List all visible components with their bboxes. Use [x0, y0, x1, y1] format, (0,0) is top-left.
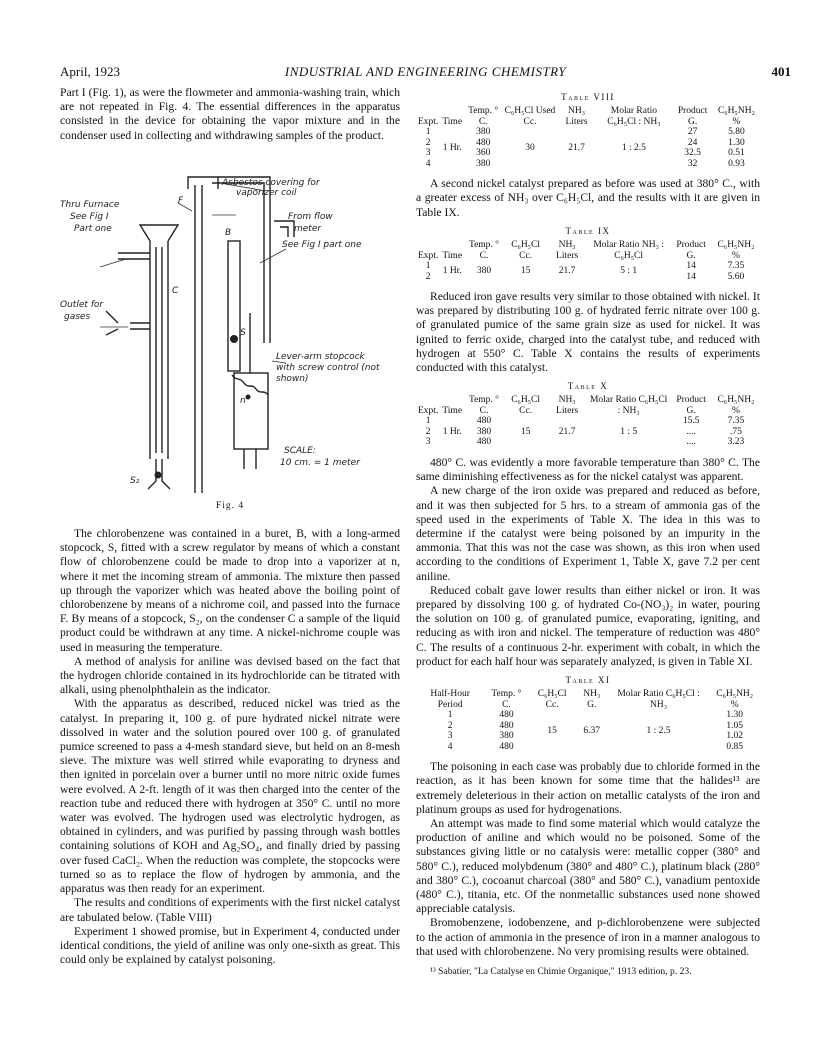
cell: 1 — [425, 127, 431, 138]
cell: 1.30 — [728, 137, 745, 148]
paragraph: An attempt was made to find some material which would catalyze the production of aniline and which would no be poisoned. Some of the substances giving little or no catalysis were: metallic copper (380° and 580° C.), reduced molybdenum (380° and 480° C.), platinum black (280° and 380° C.), cocoanut charcoal (380° and 580° C.), vanadium pentoxide (480° C.), titania, etc. Of the nonmetallic substances used none showed appreciable catalysis. — [416, 817, 760, 916]
cell: 1 — [447, 710, 453, 721]
cell: 3 — [425, 437, 431, 448]
cell: 7.35 — [727, 416, 745, 427]
cell: 15 — [547, 725, 557, 736]
cell: 21.7 — [558, 426, 576, 437]
issue-date: April, 1923 — [60, 64, 120, 79]
cell: 3.23 — [727, 437, 745, 448]
cell: 480 — [499, 741, 514, 752]
cell: 1 — [425, 261, 431, 272]
cell: 5.60 — [727, 271, 745, 282]
column-header: NH₃ Liters — [556, 395, 579, 416]
page-number: 401 — [771, 64, 791, 79]
cell: 1.02 — [726, 731, 743, 742]
cell: .... — [686, 426, 696, 437]
cell: 21.7 — [558, 266, 576, 277]
cell: 360 — [476, 148, 491, 159]
cell: 15.5 — [682, 416, 700, 427]
figure-caption: Fig. 4 — [215, 500, 245, 511]
label-S: S — [240, 327, 246, 338]
column-header: C₆H₅NH₂ % — [717, 395, 755, 416]
column-header: Temp. ° C. — [468, 106, 499, 127]
column-header: Time — [442, 250, 463, 261]
cell: 380 — [476, 158, 491, 169]
cell: 380 — [476, 266, 492, 277]
cell: 0.85 — [726, 741, 743, 752]
label-from-flow-3: See Fig I part one — [282, 239, 362, 250]
column-header: Molar Ratio NH₃ : C₆H₅Cl — [593, 240, 664, 261]
apparatus-drawing — [60, 163, 400, 493]
paragraph: A second nickel catalyst prepared as before was used at 380° C., with a greater excess of NH₃ over C₆H₅Cl, and the results with it are given in Table IX. — [416, 177, 760, 219]
cell: 1.30 — [726, 710, 743, 721]
table-xi — [416, 689, 760, 752]
cell: 1 : 2.5 — [621, 142, 646, 153]
cell: 1 Hr. — [442, 426, 462, 437]
cell: 15 — [520, 426, 531, 437]
footnote: ¹³ Sabatier, "La Catalyse en Chimie Organique," 1913 edition, p. 23. — [430, 966, 692, 978]
cell: 480 — [476, 137, 491, 148]
cell: 7.35 — [727, 261, 745, 272]
cell: 0.51 — [728, 148, 745, 159]
label-from-flow: From flow — [288, 211, 333, 222]
cell: 3 — [425, 148, 431, 159]
label-furnace-2: See Fig I — [70, 211, 109, 222]
journal-title: INDUSTRIAL AND ENGINEERING CHEMISTRY — [284, 64, 567, 79]
table-title: Table IX — [565, 225, 611, 236]
table-title: Table VIII — [561, 92, 615, 102]
column-header: C₆H₅NH₂ % — [718, 106, 755, 127]
column-header: Product G. — [677, 106, 708, 127]
column-header: Temp. ° C. — [468, 240, 499, 261]
label-from-flow-2: meter — [294, 223, 322, 234]
left-column — [60, 86, 400, 967]
cell: 4 — [447, 741, 453, 752]
table-x — [416, 395, 760, 448]
cell: 1 — [425, 416, 431, 427]
scale-value: 10 cm. = 1 meter — [280, 457, 360, 468]
cell: 380 — [476, 127, 491, 138]
column-header: C₆H₅Cl Cc. — [511, 240, 540, 261]
cell: 4 — [425, 158, 431, 169]
cell: 2 — [425, 137, 431, 148]
column-header: C₆H₅Cl Cc. — [537, 689, 567, 710]
column-header: Expt. — [418, 250, 439, 261]
paragraph: With the apparatus as described, reduced nickel was tried as the catalyst. In preparing it, 100 g. of pure hydrated nickel nitrate were dissolved in water and the solution poured over 100 g. of granulated pumice screened to pass a 4-mesh standard sieve, but held on an 8-mesh sieve. The mixture was well stirred while evaporating to dryness and then ignited in porcelain over a burner until no more nitric oxide fumes were evolved. A 2-ft. length of it was then charged into the center of the reaction tube and reduced there with hydrogen at 350° C. until no more water was evolved. The hydrogen used was electrolytic hydrogen, as obtained in cylinders, and was purified by passing through wash bottles containing solutions of KOH and Ag₂SO₄, and finally dried by passing over fused CaCl₂. When the reduction was complete, the stopcocks were turned so as to replace the flow of hydrogen by ammonia, and the apparatus was then ready for an experiment. — [60, 697, 400, 896]
label-F: F — [178, 195, 184, 206]
cell: 15 — [520, 266, 531, 277]
column-header: NH₃ Liters — [556, 240, 579, 261]
label-lever-3: shown) — [276, 373, 309, 384]
table-title: Table XI — [565, 674, 611, 685]
table-row — [416, 127, 760, 169]
cell: 2 — [425, 271, 431, 282]
cell: 3 — [447, 731, 453, 742]
cell: 1 Hr. — [442, 142, 462, 153]
column-header: Half-Hour Period — [430, 689, 470, 710]
paragraph: The chlorobenzene was contained in a buret, B, with a long-armed stopcock, S, fitted with a screw regulator by means of which a constant flow of chlorobenzene could be made to drop into a vaporizer at n, where it met the incoming stream of ammonia. The mixture then passed up through the vaporizer which was heated above the boiling point of chlorobenzene by means of a nichrome coil, and passed into the furnace F. By means of a stopcock, S₂, on the condenser C a sample of the liquid product could be withdrawn at any time. A nickel-nichrome couple was used in measuring the temperature. — [60, 527, 400, 654]
label-asbestos: Asbestos covering for — [222, 177, 320, 188]
cell: 2 — [425, 426, 431, 437]
column-header: Time — [442, 116, 463, 127]
column-header: Product G. — [676, 395, 706, 416]
cell: 21.7 — [568, 142, 585, 153]
cell: 5 : 1 — [620, 266, 638, 277]
column-header: Expt. — [418, 116, 439, 127]
scale-label: SCALE: — [284, 445, 316, 456]
table-title: Table X — [567, 381, 609, 392]
cell: 5.80 — [728, 127, 745, 138]
column-header: Time — [442, 405, 463, 416]
cell: 32 — [687, 158, 698, 169]
running-head — [60, 64, 791, 84]
cell: 24 — [687, 137, 698, 148]
cell: 1.05 — [726, 720, 743, 731]
cell: .... — [686, 437, 696, 448]
table-row — [416, 710, 760, 752]
column-header: Temp. ° C. — [491, 689, 522, 710]
paragraph: The poisoning in each case was probably due to chloride formed in the reaction, as it has been known for some time that the halides¹³ are extremely deleterious in their action on metallic catalysts of the iron and platinum groups as used for hydrogenations. — [416, 760, 760, 816]
table-ix — [416, 240, 760, 282]
label-furnace: Thru Furnace — [60, 199, 120, 210]
cell: 1 : 2.5 — [646, 725, 671, 736]
cell: 30 — [525, 142, 535, 153]
label-furnace-3: Part one — [74, 223, 112, 234]
column-header: Temp. ° C. — [468, 395, 499, 416]
apparatus-figure — [60, 163, 400, 493]
cell: 27 — [687, 127, 698, 138]
paragraph: A method of analysis for aniline was devised based on the fact that the hydrogen chloride contained in its hydrochloride can be titrated with alkali, using phenolphthalein as the indicator. — [60, 654, 400, 697]
cell: 1 : 5 — [620, 426, 638, 437]
label-asbestos-2: vaporizer coil — [236, 187, 297, 198]
stopcock-s-icon — [230, 335, 238, 343]
column-header: Expt. — [418, 405, 439, 416]
cell: 6.37 — [583, 725, 601, 736]
cell: 14 — [686, 271, 696, 282]
label-outlet-2: gases — [64, 311, 91, 322]
column-header: C₆H₅Cl Used Cc. — [504, 106, 556, 127]
cell: 0.93 — [728, 158, 745, 169]
label-n: n — [240, 395, 246, 406]
label-lever-2: with screw control (not — [276, 362, 380, 373]
cell: 380 — [476, 426, 492, 437]
column-header: C₆H₅NH₂ % — [716, 689, 754, 710]
cell: 480 — [499, 710, 514, 721]
cell: 1 Hr. — [442, 266, 462, 277]
column-header: Molar Ratio C₆H₅Cl : NH₃ — [617, 689, 700, 710]
cell: 480 — [476, 437, 492, 448]
cell: 480 — [499, 720, 514, 731]
label-outlet: Outlet for — [60, 299, 104, 310]
paragraph: Reduced iron gave results very similar to those obtained with nickel. It was prepared by distributing 100 g. of hydrated ferric nitrate over 100 g. of granulated pumice of the same grain size as used for nickel. It was ignited to ferric oxide, charged into the catalyst tube, and reduced with hydrogen at 550° C. Table X contains the results of experiments conducted with this catalyst. — [416, 290, 760, 375]
column-header: Product G. — [676, 240, 706, 261]
label-C: C — [172, 285, 179, 296]
table-row — [416, 261, 760, 282]
cell: 380 — [499, 731, 514, 742]
column-header: NH₃ G. — [583, 689, 601, 710]
paragraph: Part I (Fig. 1), as were the flowmeter and ammonia-washing train, which are not repeated in Fig. 4. The essential differences in the apparatus consisted in the device for obtaining the vapor mixture and in the condenser used in collecting and withdrawing samples of the product. — [60, 86, 400, 142]
stopcock-s2-icon — [155, 471, 162, 478]
cell: .75 — [730, 426, 742, 437]
paragraph: Reduced cobalt gave lower results than either nickel or iron. It was prepared by dissolving 100 g. of hydrated Co-(NO₃)₂ in water, pouring the solution on 100 g. of granulated pumice, evaporating, igniting, and reducing as with iron and nickel. The temperature of reduction was 480° C. The results of a continuous 2-hr. experiment with cobalt, in which the product for each half hour was separately analyzed, is given in Table XI. — [416, 583, 760, 668]
label-S2: S₂ — [130, 475, 140, 486]
column-header: C₆H₅Cl Cc. — [511, 395, 540, 416]
right-column — [416, 86, 760, 979]
paragraph: Bromobenzene, iodobenzene, and p-dichlorobenzene were subjected to the action of ammonia in the presence of iron in a manner analogous to that used with chlorobenzene. No very promising results were obtained. — [416, 916, 760, 958]
cell: 2 — [447, 720, 453, 731]
cell: 480 — [476, 416, 492, 427]
column-header: Molar Ratio C₆H₅Cl : NH₃ — [589, 395, 668, 416]
table-row — [416, 416, 760, 448]
label-lever: Lever-arm stopcock — [276, 351, 365, 362]
column-header: NH₃ Liters — [565, 106, 588, 127]
paragraph: The results and conditions of experiments with the first nickel catalyst are tabulated below. (Table VIII) — [60, 896, 400, 924]
paragraph: 480° C. was evidently a more favorable temperature than 380° C. The same diminishing effectiveness as for the nickel catalyst was apparent. — [416, 455, 760, 484]
column-header: Molar Ratio C₆H₅Cl : NH₃ — [607, 106, 661, 127]
cell: 14 — [686, 261, 696, 272]
paragraph: Experiment 1 showed promise, but in Experiment 4, conducted under identical conditions, the yield of aniline was only one-sixth as great. This could only be explained by catalyst poisoning. — [60, 924, 400, 967]
column-header: C₆H₅NH₂ % — [717, 240, 755, 261]
label-B: B — [225, 227, 232, 238]
paragraph: A new charge of the iron oxide was prepared and reduced as before, and it was then subjected for 5 hrs. to a stream of ammonia gas of the speed used in the experiments of Table X. The idea in this was to determine if the catalyst were being poisoned by an impurity in the ammonia. That this was not the case was shown, as this iron when used according to the conditions of Experiment 1, Table X, gave 7.2 per cent aniline. — [416, 484, 760, 583]
cell: 32.5 — [684, 148, 701, 159]
table-viii — [416, 106, 760, 169]
